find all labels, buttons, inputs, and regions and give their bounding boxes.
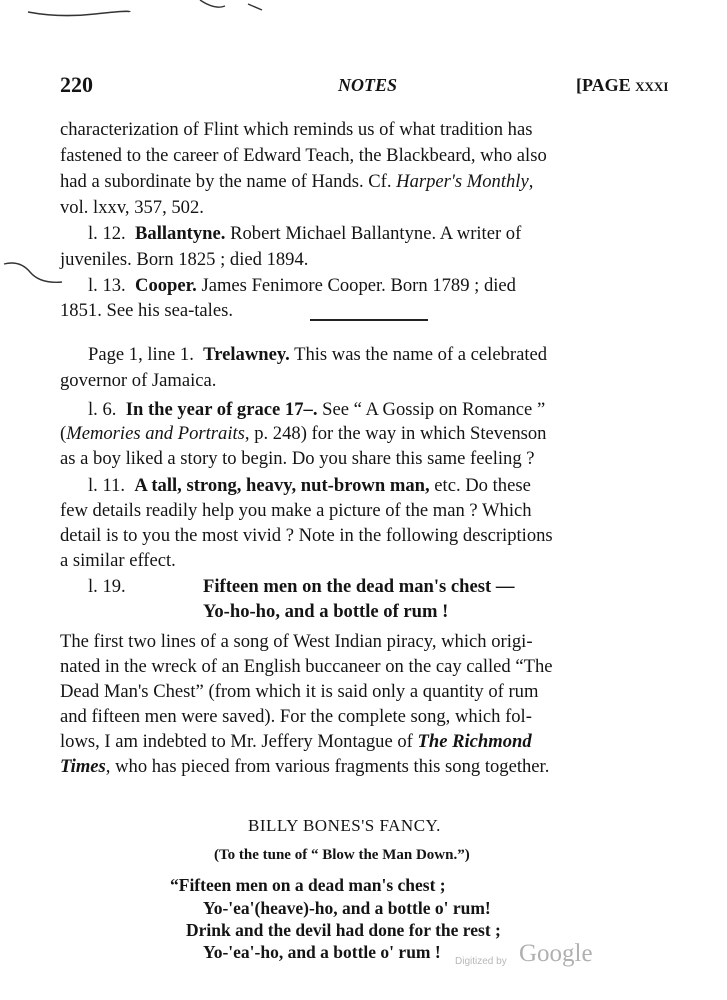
text-line: had a subordinate by the name of Hands. Cf. Harper's Monthly, [60, 171, 534, 192]
text-line: Dead Man's Chest” (from which it is said only a quantity of rum [60, 681, 539, 702]
text-line: a similar effect. [60, 550, 176, 571]
text-line: nated in the wreck of an English buccaneer on the cay called “The [60, 656, 553, 677]
text-line: vol. lxxv, 357, 502. [60, 197, 204, 218]
text-line: few details readily help you make a picture of the man ? Which [60, 500, 532, 521]
text-line: The first two lines of a song of West Indian piracy, which origi- [60, 631, 533, 652]
song-title: BILLY BONES'S FANCY. [248, 816, 441, 835]
note-ballantyne: l. 12. Ballantyne. Robert Michael Ballantyne. A writer of [88, 223, 522, 244]
note-trelawney: Page 1, line 1. Trelawney. This was the name of a celebrated [88, 344, 548, 365]
text-line: characterization of Flint which reminds us of what tradition has [60, 119, 533, 140]
note-tall-strong: l. 11. A tall, strong, heavy, nut-brown man, etc. Do these [88, 475, 531, 496]
verse-line: Fifteen men on the dead man's chest — [203, 576, 515, 597]
text-line: detail is to you the most vivid ? Note in the following descriptions [60, 525, 553, 546]
song-verse: Yo-'ea'(heave)-ho, and a bottle o' rum! [203, 898, 491, 918]
text-line: 1851. See his sea-tales. [60, 300, 233, 321]
note-year-of-grace: l. 6. In the year of grace 17–. See “ A Gossip on Romance ” [88, 399, 546, 420]
text-line: Times, who has pieced from various fragments this song together. [60, 756, 550, 777]
scan-mark-top [0, 0, 727, 30]
section-rule [310, 319, 428, 321]
text-line: lows, I am indebted to Mr. Jeffery Montague of The Richmond [60, 731, 532, 752]
verse-line: Yo-ho-ho, and a bottle of rum ! [203, 601, 449, 622]
song-verse: “Fifteen men on a dead man's chest ; [170, 875, 446, 895]
note-ref-l19: l. 19. [88, 576, 126, 597]
note-cooper: l. 13. Cooper. James Fenimore Cooper. Born 1789 ; died [88, 275, 516, 296]
running-page-ref: [PAGE xxxi [576, 75, 669, 95]
digitized-label: Digitized by [455, 956, 507, 967]
text-line: juveniles. Born 1825 ; died 1894. [60, 249, 309, 270]
page-number: 220 [60, 72, 93, 97]
song-verse: Yo-'ea'-ho, and a bottle o' rum ! [203, 942, 441, 962]
text-line: fastened to the career of Edward Teach, the Blackbeard, who also [60, 145, 547, 166]
running-title: NOTES [338, 75, 398, 95]
text-line: (Memories and Portraits, p. 248) for the way in which Stevenson [60, 423, 547, 444]
song-tune: (To the tune of “ Blow the Man Down.”) [214, 847, 470, 863]
google-watermark: Google [519, 940, 593, 967]
text-line: and fifteen men were saved). For the complete song, which fol- [60, 706, 532, 727]
song-verse: Drink and the devil had done for the rest ; [186, 920, 501, 940]
text-line: as a boy liked a story to begin. Do you share this same feeling ? [60, 448, 535, 469]
text-line: governor of Jamaica. [60, 370, 217, 391]
